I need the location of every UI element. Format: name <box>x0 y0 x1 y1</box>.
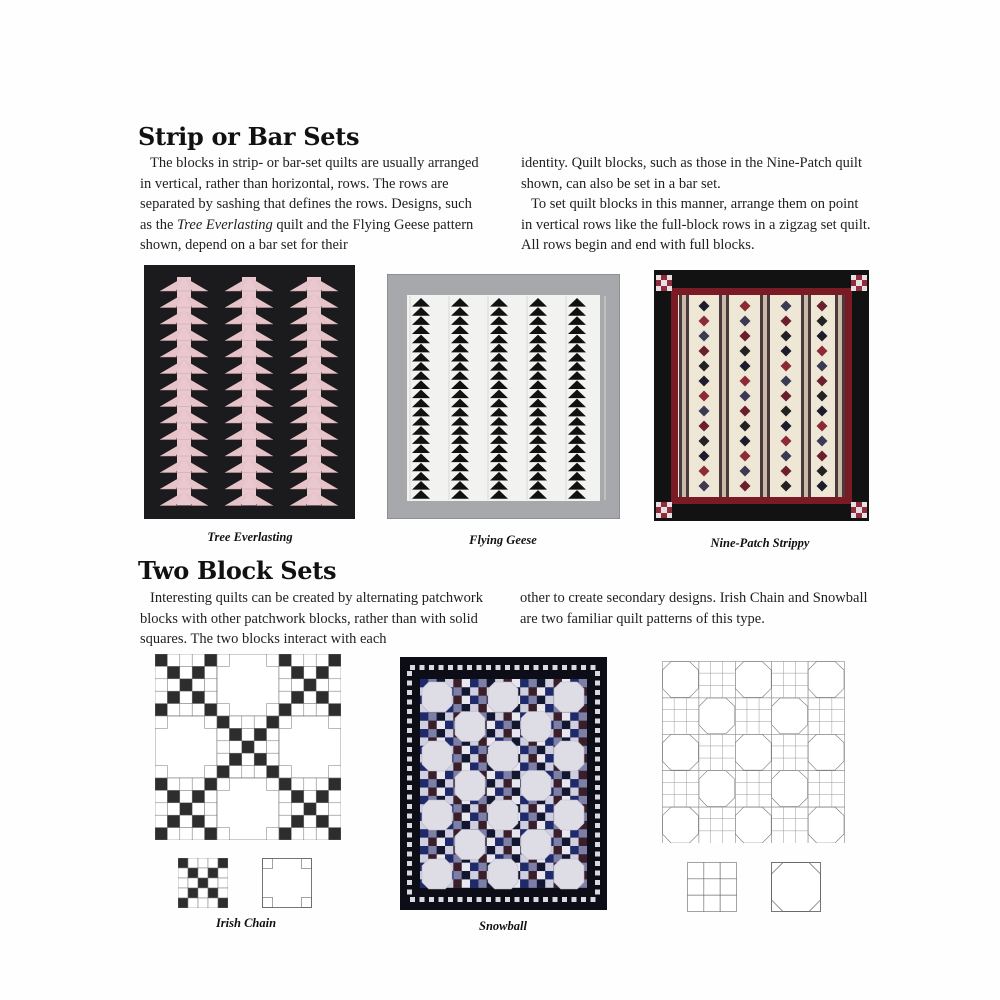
tree-everlasting-quilt-image <box>144 265 355 519</box>
irish-chain-block-diagram <box>178 858 228 908</box>
strip-sets-paragraph-col2a: identity. Quilt blocks, such as those in the Nine-Patch quilt shown, can also be set in a bar set. <box>521 155 862 192</box>
section-heading-strip-bar-sets: Strip or Bar Sets <box>138 122 360 151</box>
strip-sets-text-italic: Tree Everlasting <box>177 216 273 233</box>
irish-chain-plain-block-diagram <box>262 858 312 908</box>
two-block-paragraph-col1: Interesting quilts can be created by alternating patchwork blocks with other patchwork blocks, rather than with solid squares. The two blocks interact with each <box>140 590 483 647</box>
caption-flying-geese: Flying Geese <box>469 533 537 547</box>
caption-snowball: Snowball <box>479 919 527 933</box>
caption-nine-patch-strippy: Nine-Patch Strippy <box>710 536 810 550</box>
caption-irish-chain: Irish Chain <box>215 916 277 930</box>
section-heading-two-block-sets: Two Block Sets <box>138 556 337 585</box>
caption-tree-everlasting: Tree Everlasting <box>207 530 293 544</box>
strip-sets-text-a: The blocks in strip- or bar-set quilts are usually arranged in vertical, rather than horizontal, rows. The rows are separated by sashing that defines the rows. Designs, such as the <box>140 155 479 233</box>
irish-chain-quilt-diagram <box>155 654 341 840</box>
two-block-paragraph-col2: other to create secondary designs. Irish Chain and Snowball are two familiar quilt patterns of this type. <box>520 590 868 627</box>
snowball-nine-patch-block-diagram <box>687 862 737 912</box>
flying-geese-quilt-image <box>387 274 620 519</box>
strip-sets-paragraph-col1 <box>140 153 480 256</box>
snowball-quilt-diagram <box>662 661 846 843</box>
strip-sets-text-b: quilt and the Flying Geese pattern shown, depend on a bar set for their <box>140 216 474 253</box>
nine-patch-strippy-quilt-image <box>654 270 869 521</box>
snowball-quilt-image <box>400 657 607 910</box>
strip-sets-paragraph-col2b: To set quilt blocks in this manner, arrange them on point in vertical rows like the full-block rows in a zigzag set quilt. All rows begin and end with full blocks. <box>521 196 871 253</box>
snowball-block-diagram <box>771 862 821 912</box>
